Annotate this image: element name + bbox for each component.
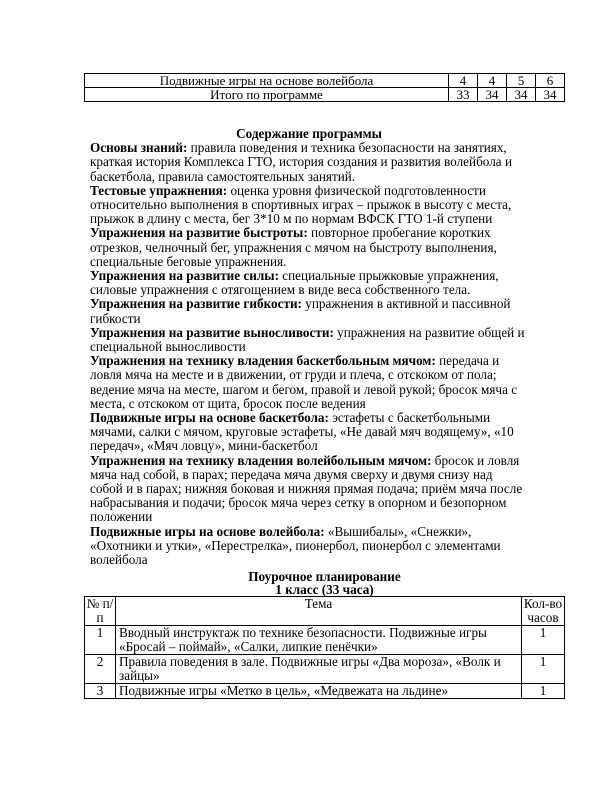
lesson-num: 3 [85,684,116,699]
section-title: Содержание программы [236,126,382,141]
table-row [85,626,565,655]
paragraph [90,184,528,227]
row-name: Итого по программе [85,88,449,102]
paragraph-text: «Вышибалы», «Снежки», «Охотники и утки», «Перестрелка», пионербол, пионербол с элементами волейбола [90,523,501,568]
table-row [85,74,565,88]
value-cell: 5 [507,74,536,88]
paragraph-text: бросок и ловля мяча над собой, в парах; передача мяча двумя сверху и двумя снизу над собой и в парах; нижняя боковая и нижняя прямая подача; приём мяча после набрасывания и подачи; бросок мяча через сетку в опорном и безопорном положении [90,452,523,525]
program-content [90,127,528,567]
paragraph-text: упражнения в активной и пассивной гибкости [90,296,511,326]
value-cell: 4 [449,74,478,88]
table-header-row [85,597,565,626]
paragraph-heading: Упражнения на технику владения волейбольным мячом: [90,452,432,468]
planning-title: Поурочное планирование [248,569,401,584]
lesson-hours: 1 [522,655,565,684]
paragraph-text: оценка уровня физической подготовленности относительно выполнения в спортивных играх – прыжок в высоту с места, прыжок в длину с места, бег 3*10 м по нормам ВФСК ГТО 1-й ступени [90,182,512,227]
paragraph-heading: Основы знаний: [90,140,188,156]
paragraph [90,326,528,354]
paragraph-text: повторное пробегание коротких отрезков, челночный бег, упражнения с мячом на быстроту выполнения, специальные беговые упражнения. [90,225,497,269]
paragraph-text: упражнения на развитие общей и специальной выносливости [90,324,525,355]
paragraph [90,269,528,297]
value-cell: 4 [478,74,507,88]
lesson-topic: Правила поведения в зале. Подвижные игры «Два мороза», «Волк и зайцы» [116,655,522,684]
paragraph-heading: Подвижные игры на основе волейбола: [90,523,325,539]
header-topic: Тема [116,597,522,626]
paragraph [90,525,528,568]
lesson-num: 1 [85,626,116,655]
header-num: № п/п [85,597,116,626]
paragraph-heading: Упражнения на развитие гибкости: [90,296,302,312]
planning-heading [84,570,565,596]
value-cell: 6 [536,74,565,88]
paragraph [90,297,528,325]
lesson-hours: 1 [522,626,565,655]
row-name: Подвижные игры на основе волейбола [85,74,449,88]
paragraph-heading: Упражнения на развитие силы: [90,268,279,284]
lesson-num: 2 [85,655,116,684]
summary-table [84,73,565,102]
paragraph-heading: Тестовые упражнения: [90,182,228,198]
paragraph [90,226,528,269]
paragraph [90,354,528,411]
table-row [85,684,565,699]
paragraph-text: специальные прыжковые упражнения, силовые упражнения с отягощением в виде веса собственного тела. [90,268,499,298]
table-row [85,88,565,102]
paragraph-text: правила поведения и техника безопасности на занятиях, краткая история Комплекса ГТО, история создания и развития волейбола и баскетбола, правила самостоятельных занятий. [90,140,512,184]
header-hours: Кол-во часов [522,597,565,626]
lesson-hours: 1 [522,684,565,699]
planning-subtitle: 1 класс (33 часа) [275,582,374,597]
paragraph [90,411,528,454]
table-row [85,655,565,684]
value-cell: 34 [478,88,507,102]
paragraph-heading: Упражнения на технику владения баскетбольным мячом: [90,353,436,369]
paragraph [90,454,528,525]
planning-table [84,596,565,699]
paragraph-text: эстафеты с баскетбольными мячами, салки с мячом, круговые эстафеты, «Не давай мяч водящему», «10 передач», «Мяч ловцу», мини-баскетбол [90,410,514,454]
paragraph [90,141,528,184]
paragraph-heading: Подвижные игры на основе баскетбола: [90,410,329,426]
value-cell: 33 [449,88,478,102]
paragraph-heading: Упражнения на развитие выносливости: [90,324,334,340]
value-cell: 34 [536,88,565,102]
value-cell: 34 [507,88,536,102]
paragraph-text: передача и ловля мяча на месте и в движении, от груди и плеча, с отскоком от пола; ведение мяча на месте, шагом и бегом, правой и левой рукой; бросок мяча с места, с отскоком от щита, бросок после ведения [90,353,518,411]
lesson-topic: Подвижные игры «Метко в цель», «Медвежата на льдине» [116,684,522,699]
lesson-topic: Вводный инструктаж по технике безопасности. Подвижные игры «Бросай – поймай», «Салки, липкие пенёчки» [116,626,522,655]
paragraph-heading: Упражнения на развитие быстроты: [90,225,308,241]
